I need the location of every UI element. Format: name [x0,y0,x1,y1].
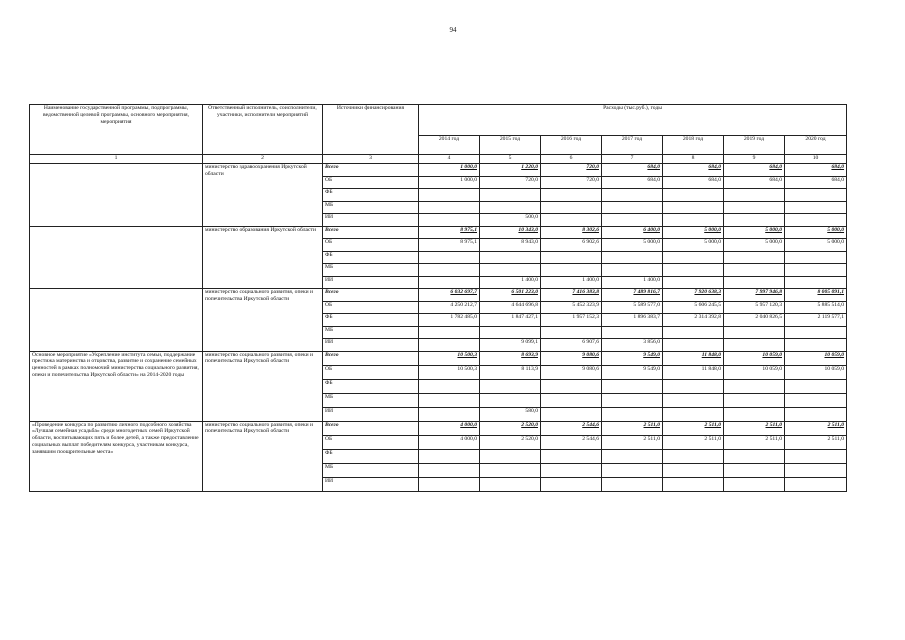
amount-cell: 2 520,0 [480,435,541,449]
funding-source-cell: ОБ [323,239,419,252]
amount-cell [480,449,541,463]
funding-source-cell: Всего [323,164,419,177]
executor-cell: министерство образования Иркутской области [203,226,323,289]
executor-cell: министерство социального развития, опеки и попечительства Иркутской области [203,289,323,352]
amount-cell [419,463,480,477]
column-number: 5 [480,155,541,164]
amount-cell: 9 549,0 [602,365,663,379]
amount-cell: 2 520,0 [480,421,541,435]
table-row [30,421,847,435]
amount-cell [663,201,724,214]
amount-cell: 6 400,0 [602,226,663,239]
funding-source-cell: ФБ [323,189,419,202]
amount-cell: 1 957 152,3 [541,314,602,327]
amount-cell: 1 000,0 [419,176,480,189]
table-row [30,289,847,302]
amount-cell [724,463,785,477]
program-name-cell: «Проведение конкурса по развитию личного подсобного хозяйства «Лучшая семейная усадьба» среди многодетных семей Иркутской области, воспитывающих пять и более детей, а также предоставление социальных выплат победителям конкурса, участникам конкурса, занявшим поощрительные места» [30,421,203,491]
amount-cell [724,326,785,339]
amount-cell [663,393,724,407]
amount-cell [785,379,847,393]
amount-cell [541,264,602,277]
amount-cell: 8 302,6 [541,226,602,239]
amount-cell: 9 080,6 [541,365,602,379]
table-row [30,351,847,365]
executor-cell: министерство социального развития, опеки и попечительства Иркутской области [203,351,323,421]
amount-cell [541,393,602,407]
amount-cell: 2 544,6 [541,421,602,435]
amount-cell [419,449,480,463]
amount-cell [541,189,602,202]
amount-cell: 1 400,0 [480,276,541,289]
amount-cell [602,463,663,477]
amount-cell: 7 416 383,8 [541,289,602,302]
amount-cell [480,477,541,491]
funding-source-cell: ИИ [323,407,419,421]
amount-cell [602,379,663,393]
amount-cell: 1 847 427,1 [480,314,541,327]
amount-cell: 10 059,0 [785,351,847,365]
amount-cell: 9 080,6 [541,351,602,365]
amount-cell [541,251,602,264]
amount-cell [785,449,847,463]
amount-cell: 684,0 [602,176,663,189]
amount-cell: 10 059,0 [724,365,785,379]
amount-cell: 2 314 392,8 [663,314,724,327]
header-year: 2014 год [419,136,480,155]
amount-cell [419,214,480,227]
amount-cell: 720,0 [480,176,541,189]
funding-source-cell: ОБ [323,435,419,449]
amount-cell: 684,0 [724,176,785,189]
amount-cell [419,201,480,214]
amount-cell [419,276,480,289]
amount-cell [663,339,724,352]
column-number: 10 [785,155,847,164]
amount-cell [785,251,847,264]
amount-cell [602,449,663,463]
amount-cell [663,214,724,227]
amount-cell [785,276,847,289]
amount-cell [785,214,847,227]
amount-cell [663,326,724,339]
header-year: 2015 год [480,136,541,155]
amount-cell: 8 943,0 [480,239,541,252]
amount-cell: 7 997 946,8 [724,289,785,302]
amount-cell [541,449,602,463]
amount-cell [541,477,602,491]
amount-cell [724,477,785,491]
amount-cell: 2 040 826,5 [724,314,785,327]
amount-cell: 684,0 [663,176,724,189]
amount-cell [663,251,724,264]
amount-cell [541,214,602,227]
header-year: 2016 год [541,136,602,155]
amount-cell: 6 907,6 [541,339,602,352]
amount-cell [480,201,541,214]
funding-source-cell: ОБ [323,365,419,379]
amount-cell: 5 000,0 [663,239,724,252]
amount-cell [785,201,847,214]
amount-cell [602,393,663,407]
amount-cell [724,379,785,393]
amount-cell [602,201,663,214]
amount-cell: 8 975,1 [419,239,480,252]
amount-cell: 1 000,0 [419,164,480,177]
amount-cell: 1 400,0 [602,276,663,289]
amount-cell [724,214,785,227]
amount-cell [419,189,480,202]
amount-cell: 500,0 [480,214,541,227]
amount-cell: 8 693,9 [480,351,541,365]
amount-cell: 8 113,9 [480,365,541,379]
amount-cell: 684,0 [663,164,724,177]
header-year: 2019 год [724,136,785,155]
table-body [30,164,847,492]
amount-cell: 1 896 383,7 [602,314,663,327]
funding-source-cell: ОБ [323,301,419,314]
funding-source-cell: ФБ [323,251,419,264]
amount-cell: 2 511,0 [663,435,724,449]
amount-cell: 2 544,6 [541,435,602,449]
amount-cell: 7 489 816,7 [602,289,663,302]
amount-cell: 5 000,0 [602,239,663,252]
amount-cell [724,339,785,352]
amount-cell [419,264,480,277]
amount-cell [541,326,602,339]
amount-cell: 1 782 485,0 [419,314,480,327]
amount-cell [419,407,480,421]
amount-cell [480,189,541,202]
amount-cell: 720,0 [541,176,602,189]
amount-cell [602,214,663,227]
amount-cell: 5 957 120,3 [724,301,785,314]
amount-cell: 8 975,1 [419,226,480,239]
amount-cell: 8 005 091,1 [785,289,847,302]
amount-cell [541,379,602,393]
amount-cell: 684,0 [785,164,847,177]
column-number: 6 [541,155,602,164]
funding-source-cell: ФБ [323,449,419,463]
amount-cell [663,463,724,477]
amount-cell: 9 549,0 [602,351,663,365]
program-name-cell [30,289,203,352]
amount-cell [724,276,785,289]
header-year: 2017 год [602,136,663,155]
page-number: 94 [449,26,457,34]
amount-cell [480,326,541,339]
amount-cell: 7 920 638,3 [663,289,724,302]
amount-cell [480,463,541,477]
amount-cell [663,477,724,491]
amount-cell [602,477,663,491]
amount-cell [663,449,724,463]
amount-cell [419,379,480,393]
column-number: 3 [323,155,419,164]
amount-cell [602,326,663,339]
amount-cell: 10 500,3 [419,365,480,379]
amount-cell: 4 250 212,7 [419,301,480,314]
column-number: 4 [419,155,480,164]
program-name-cell [30,164,203,227]
amount-cell [663,379,724,393]
funding-source-cell: МБ [323,326,419,339]
amount-cell: 6 902,6 [541,239,602,252]
amount-cell: 720,0 [541,164,602,177]
amount-cell: 684,0 [785,176,847,189]
funding-source-cell: ИИ [323,214,419,227]
funding-source-cell: ФБ [323,379,419,393]
funding-source-cell: Всего [323,421,419,435]
amount-cell: 684,0 [602,164,663,177]
amount-cell [785,477,847,491]
amount-cell: 4 000,0 [419,435,480,449]
amount-cell: 11 848,0 [663,365,724,379]
amount-cell: 5 000,0 [663,226,724,239]
executor-cell: министерство здравоохранения Иркутской области [203,164,323,227]
amount-cell: 3 856,0 [602,339,663,352]
amount-cell [602,407,663,421]
amount-cell [724,393,785,407]
amount-cell: 2 119 577,1 [785,314,847,327]
column-number: 2 [203,155,323,164]
amount-cell: 6 032 697,7 [419,289,480,302]
funding-source-cell: МБ [323,393,419,407]
column-number: 9 [724,155,785,164]
column-number: 7 [602,155,663,164]
budget-table [29,104,847,492]
executor-cell: министерство социального развития, опеки и попечительства Иркутской области [203,421,323,491]
amount-cell: 2 511,0 [785,421,847,435]
header-year: 2020 год [785,136,847,155]
amount-cell: 10 500,3 [419,351,480,365]
amount-cell: 684,0 [724,164,785,177]
funding-source-cell: ИИ [323,477,419,491]
amount-cell [419,251,480,264]
amount-cell: 5 000,0 [785,239,847,252]
amount-cell [663,264,724,277]
amount-cell: 10 343,0 [480,226,541,239]
header-name: Наименование государственной программы, подпрограммы, ведомственной целевой программы, основного мероприятия, мероприятия [30,105,203,155]
amount-cell [724,407,785,421]
amount-cell: 1 220,0 [480,164,541,177]
program-name-cell: Основное мероприятие «Укрепление института семьи, поддержание престижа материнства и отцовства, развитие и сохранение семейных ценностей в рамках полномочий министерства социального развития, опеки и попечительства Иркутской области» на 2014-2020 годы [30,351,203,421]
amount-cell [724,264,785,277]
amount-cell [663,189,724,202]
header-year: 2018 год [663,136,724,155]
amount-cell: 6 501 223,0 [480,289,541,302]
funding-source-cell: ИИ [323,339,419,352]
funding-source-cell: МБ [323,463,419,477]
amount-cell [785,463,847,477]
amount-cell [480,264,541,277]
amount-cell: 2 511,0 [785,435,847,449]
amount-cell: 5 589 577,0 [602,301,663,314]
header-expenses: Расходы (тыс.руб.), годы [419,105,847,136]
amount-cell [785,326,847,339]
amount-cell: 11 848,0 [663,351,724,365]
amount-cell: 2 511,0 [663,421,724,435]
amount-cell: 10 059,0 [785,365,847,379]
amount-cell: 580,0 [480,407,541,421]
amount-cell [724,449,785,463]
amount-cell: 5 606 245,5 [663,301,724,314]
column-number: 8 [663,155,724,164]
amount-cell [602,264,663,277]
amount-cell: 2 511,0 [724,421,785,435]
funding-source-cell: Всего [323,289,419,302]
funding-source-cell: Всего [323,226,419,239]
amount-cell [419,393,480,407]
amount-cell [419,477,480,491]
program-name-cell [30,226,203,289]
amount-cell: 5 000,0 [785,226,847,239]
amount-cell: 2 511,0 [602,435,663,449]
amount-cell: 5 885 514,0 [785,301,847,314]
amount-cell [785,339,847,352]
amount-cell [541,407,602,421]
amount-cell: 10 059,0 [724,351,785,365]
amount-cell [541,463,602,477]
amount-cell: 9 099,1 [480,339,541,352]
table-row [30,164,847,177]
amount-cell: 5 000,0 [724,226,785,239]
amount-cell [785,264,847,277]
amount-cell: 5 000,0 [724,239,785,252]
amount-cell: 4 000,0 [419,421,480,435]
amount-cell [724,189,785,202]
amount-cell [785,189,847,202]
amount-cell [724,251,785,264]
amount-cell [724,201,785,214]
header-source: Источники финансирования [323,105,419,155]
funding-source-cell: Всего [323,351,419,365]
amount-cell: 1 400,0 [541,276,602,289]
funding-source-cell: ФБ [323,314,419,327]
header-executor: Ответственный исполнитель, соисполнители, участники, исполнители мероприятий [203,105,323,155]
amount-cell [785,407,847,421]
amount-cell [663,407,724,421]
column-number: 1 [30,155,203,164]
amount-cell [663,276,724,289]
amount-cell [785,393,847,407]
amount-cell [419,339,480,352]
amount-cell [419,326,480,339]
amount-cell [541,201,602,214]
amount-cell: 2 511,0 [602,421,663,435]
amount-cell [480,393,541,407]
funding-source-cell: МБ [323,264,419,277]
amount-cell [602,189,663,202]
funding-source-cell: МБ [323,201,419,214]
table-row [30,226,847,239]
amount-cell [602,251,663,264]
funding-source-cell: ОБ [323,176,419,189]
amount-cell: 2 511,0 [724,435,785,449]
amount-cell: 5 452 323,9 [541,301,602,314]
funding-source-cell: ИИ [323,276,419,289]
amount-cell: 4 644 696,8 [480,301,541,314]
amount-cell [480,251,541,264]
amount-cell [480,379,541,393]
